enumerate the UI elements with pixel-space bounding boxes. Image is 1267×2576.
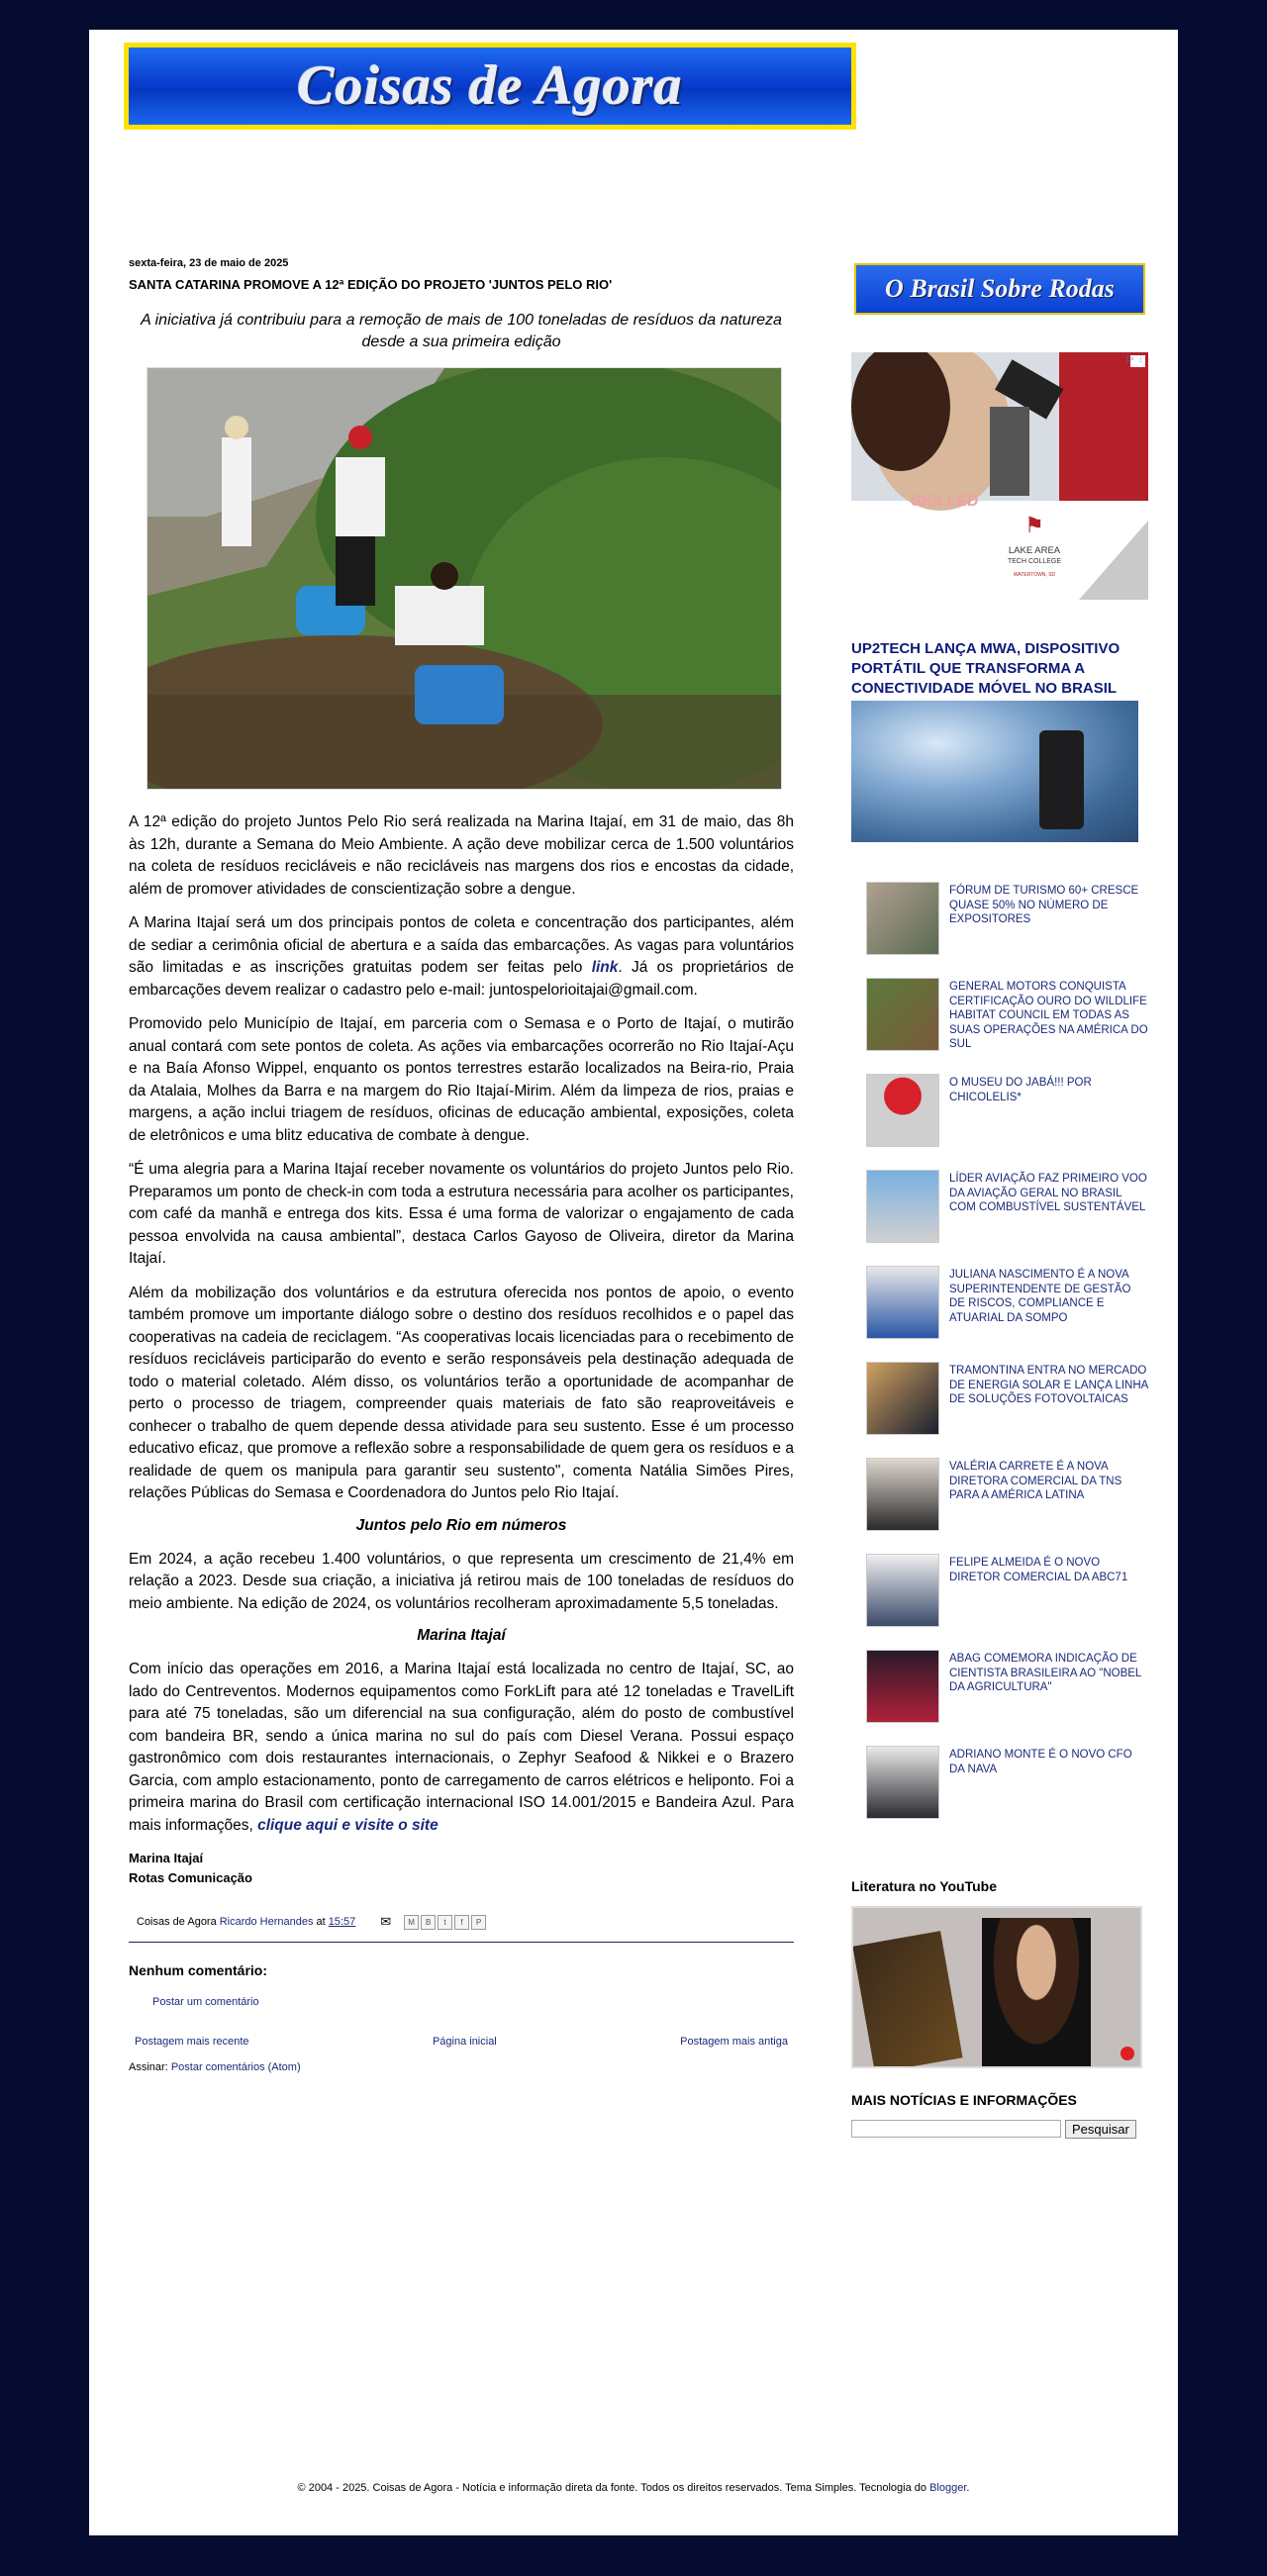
news-thumbnail[interactable] <box>866 1554 939 1627</box>
page <box>89 30 1178 2535</box>
news-thumbnail[interactable] <box>866 1266 939 1339</box>
logo-text: Coisas de Agora <box>297 55 683 117</box>
newer-post-link[interactable]: Postagem mais recente <box>135 2036 249 2048</box>
post-photo[interactable] <box>146 367 782 790</box>
list-item[interactable]: TRAMONTINA ENTRA NO MERCADO DE ENERGIA SOLAR E LANÇA LINHA DE SOLUÇÕES FOTOVOLTAICAS <box>866 1362 1148 1435</box>
news-thumbnail[interactable] <box>866 1170 939 1243</box>
news-list <box>851 882 1148 1819</box>
paragraph: Promovido pelo Município de Itajaí, em parceria com o Semasa e o Porto de Itajaí, o mutirão anual contará com sete pontos de coleta. As ações via embarcações ocorrerão no Rio Itajaí-Açu e na Baía Afonso Wippel, enquanto os pontos terrestres estarão localizados na Beira-rio, Praia da Atalaia, Molhes da Barra e na margem do Rio Itajaí-Mirim. Além da limpeza de rios, praias e margens, a ação inclui triagem de resíduos, oficinas de educação ambiental, exposições, coleta de eletrônicos e uma blitz educativa de combate à dengue. <box>129 1015 794 1144</box>
list-item[interactable]: VALÉRIA CARRETE É A NOVA DIRETORA COMERCIAL DA TNS PARA A AMÉRICA LATINA <box>866 1458 1148 1531</box>
signature: Marina Itajaí Rotas Comunicação <box>129 1851 252 1885</box>
search-button[interactable]: Pesquisar <box>1065 2120 1136 2139</box>
list-item[interactable]: ABAG COMEMORA INDICAÇÃO DE CIENTISTA BRASILEIRA AO "NOBEL DA AGRICULTURA" <box>866 1650 1148 1723</box>
featured-post-image[interactable] <box>851 701 1138 842</box>
volunteers-riverbank-image <box>147 368 781 789</box>
post-date: sexta-feira, 23 de maio de 2025 <box>129 257 289 269</box>
presenter-image <box>982 1918 1091 2066</box>
older-post-link[interactable]: Postagem mais antiga <box>680 2036 788 2048</box>
blogger-link[interactable]: Blogger <box>929 2482 967 2494</box>
news-thumbnail[interactable] <box>866 978 939 1051</box>
paragraph: “É uma alegria para a Marina Itajaí receber novamente os voluntários do projeto Juntos pelo Rio. Preparamos um ponto de check-in com toda a estrutura necessária para acolher os participantes, com café da manhã e entrega dos kits. Essa é uma forma de valorizar o engajamento de cada pessoa envolvida na causa ambiental”, destaca Carlos Gayoso de Oliveira, diretor da Marina Itajaí. <box>129 1161 794 1267</box>
post-subtitle: A iniciativa já contribuiu para a remoção de mais de 100 toneladas de resíduos da natureza desde a sua primeira edição <box>141 312 782 350</box>
news-thumbnail[interactable] <box>866 1458 939 1531</box>
ad-choices-icon[interactable]: ▷ ⋮ <box>1126 353 1145 363</box>
twitter-share-icon[interactable]: t <box>438 1915 452 1930</box>
comments-heading: Nenhum comentário: <box>129 1962 268 1978</box>
news-thumbnail[interactable] <box>866 882 939 955</box>
paragraph: A Marina Itajaí será um dos principais pontos de coleta e concentração dos participantes, além de sediar a cerimônia oficial de abertura e a saída das embarcações. As vagas para voluntários são limitadas e as inscrições gratuitas podem ser feitas pelo link. Já os proprietários de embarcações devem realizar o cadastro pelo e-mail: juntospelorioitajai@gmail.com. <box>129 914 794 999</box>
divider <box>129 1942 794 1943</box>
device-image <box>1039 730 1084 829</box>
post-title: SANTA CATARINA PROMOVE A 12ª EDIÇÃO DO PROJETO 'JUNTOS PELO RIO' <box>129 277 613 292</box>
paragraph: Além da mobilização dos voluntários e da estrutura oferecida nos pontos de apoio, o evento também promove um importante diálogo sobre o destino dos resíduos recolhidos e o papel das cooperativas na cadeia de reciclagem. “As cooperativas locais licenciadas para o recebimento de resíduos recicláveis participarão do evento e serão responsáveis pela destinação adequada de todo o material coletado. Além disso, os voluntários terão a oportunidade de acompanhar de perto o processo de triagem, compreender quais materiais de fato são reaproveitáveis e conhecer o trabalho de quem depende dessa atividade para seu sustento. Esse é um processo educativo eficaz, que promove a reflexão sobre a responsabilidade de quem gera os resíduos e a realidade de quem os manipula para garantir seu sustento", comenta Natália Simões Pires, relações Públicas do Semasa e Coordenadora do Juntos pelo Rio Itajaí. <box>129 1284 794 1501</box>
post-footer: Coisas de Agora Ricardo Hernandes at 15:57 ✉ M B t f P <box>137 1914 794 1930</box>
post-navigation <box>129 2036 794 2048</box>
copyright: © 2004 - 2025. Coisas de Agora - Notícia e informação direta da fonte. Todos os direitos reservados. Tema Simples. Tecnologia do Blogger. <box>297 2482 970 2494</box>
list-item[interactable]: ADRIANO MONTE É O NOVO CFO DA NAVA <box>866 1746 1148 1819</box>
blogthis-icon[interactable]: B <box>421 1915 436 1930</box>
author-link[interactable]: Ricardo Hernandes <box>219 1916 314 1928</box>
list-item[interactable]: O MUSEU DO JABÁ!!! POR CHICOLELIS* <box>866 1074 1148 1147</box>
email-share-icon[interactable]: M <box>404 1915 419 1930</box>
atom-feed-link[interactable]: Postar comentários (Atom) <box>170 2061 301 2073</box>
youtube-heading: Literatura no YouTube <box>851 1878 998 1894</box>
college-logo-icon: ⚑ <box>1024 513 1044 537</box>
email-post-icon[interactable]: ✉ <box>380 1914 392 1929</box>
brasil-sobre-rodas-banner[interactable]: O Brasil Sobre Rodas <box>854 263 1145 315</box>
section-heading: Juntos pelo Rio em números <box>355 1516 567 1534</box>
advertisement[interactable]: SKILLED ⚑ LAKE AREA TECH COLLEGE WATERTOWN, SD ▷ ⋮ <box>851 352 1148 600</box>
home-link[interactable]: Página inicial <box>432 2036 497 2048</box>
paragraph: Com início das operações em 2016, a Marina Itajaí está localizada no centro de Itajaí, SC, ao lado do Centreventos. Modernos equipamentos como ForkLift para até 12 toneladas e TravelLift para até 75 toneladas, são um diferencial na sua configuração, além do posto de combustível com bandeira BR, sendo a única marina no sul do país com Diesel Verana. Possui espaço gastronômico com dois restaurantes internacionais, o Zephyr Seafood & Nikkei e o Brazero Garcia, com amplo estacionamento, ponto de carregamento de carros elétricos e heliponto. Foi a primeira marina do Brasil com certificação internacional ISO 14.001/2015 e Bandeira Azul. Para mais informações, clique aqui e visite o site <box>129 1661 794 1834</box>
paragraph: A 12ª edição do projeto Juntos Pelo Rio será realizada na Marina Itajaí, em 31 de maio, das 8h às 12h, durante a Semana do Meio Ambiente. A ação deve mobilizar cerca de 1.500 voluntários na coleta de resíduos recicláveis e não recicláveis nas margens dos rios e encostas da cidade, além de promover atividades de conscientização sobre a dengue. <box>129 813 794 898</box>
search-form <box>851 2120 1148 2139</box>
site-logo[interactable] <box>124 43 856 130</box>
facebook-share-icon[interactable]: f <box>454 1915 469 1930</box>
list-item[interactable]: LÍDER AVIAÇÃO FAZ PRIMEIRO VOO DA AVIAÇÃO GERAL NO BRASIL COM COMBUSTÍVEL SUSTENTÁVEL <box>866 1170 1148 1243</box>
post-comment-link[interactable]: Postar um comentário <box>152 1996 259 2008</box>
sidebar <box>851 257 1148 2139</box>
news-thumbnail[interactable] <box>866 1074 939 1147</box>
list-item[interactable]: FELIPE ALMEIDA É O NOVO DIRETOR COMERCIAL DA ABC71 <box>866 1554 1148 1627</box>
book-image <box>852 1931 962 2068</box>
post-time-link[interactable]: 15:57 <box>328 1916 356 1928</box>
youtube-icon <box>1121 2047 1134 2060</box>
news-thumbnail[interactable] <box>866 1362 939 1435</box>
subscribe: Assinar: Postar comentários (Atom) <box>129 2061 301 2073</box>
marina-site-link[interactable]: clique aqui e visite o site <box>257 1816 439 1834</box>
news-thumbnail[interactable] <box>866 1746 939 1819</box>
share-buttons <box>404 1915 486 1930</box>
post-body <box>129 811 794 1837</box>
list-item[interactable]: JULIANA NASCIMENTO É A NOVA SUPERINTENDENTE DE GESTÃO DE RISCOS, COMPLIANCE E ATUARIAL DA SOMPO <box>866 1266 1148 1339</box>
registration-link[interactable]: link <box>591 959 619 976</box>
search-input[interactable] <box>851 2120 1061 2138</box>
paragraph: Em 2024, a ação recebeu 1.400 voluntários, o que representa um crescimento de 21,4% em relação a 2023. Desde sua criação, a iniciativa já retirou mais de 100 toneladas de resíduos do meio ambiente. Na edição de 2024, os voluntários recolheram aproximadamente 5,5 toneladas. <box>129 1550 794 1612</box>
section-heading: Marina Itajaí <box>417 1627 506 1644</box>
pinterest-share-icon[interactable]: P <box>471 1915 486 1930</box>
main-column <box>129 257 794 2073</box>
search-heading: MAIS NOTÍCIAS E INFORMAÇÕES <box>851 2092 1077 2108</box>
featured-post-title[interactable]: UP2TECH LANÇA MWA, DISPOSITIVO PORTÁTIL QUE TRANSFORMA A CONECTIVIDADE MÓVEL NO BRASIL <box>851 640 1121 697</box>
list-item[interactable]: GENERAL MOTORS CONQUISTA CERTIFICAÇÃO OURO DO WILDLIFE HABITAT COUNCIL EM TODAS AS SUAS OPERAÇÕES NA AMÉRICA DO SUL <box>866 978 1148 1051</box>
news-thumbnail[interactable] <box>866 1650 939 1723</box>
list-item[interactable]: FÓRUM DE TURISMO 60+ CRESCE QUASE 50% NO NÚMERO DE EXPOSITORES <box>866 882 1148 955</box>
youtube-banner[interactable] <box>851 1906 1142 2068</box>
